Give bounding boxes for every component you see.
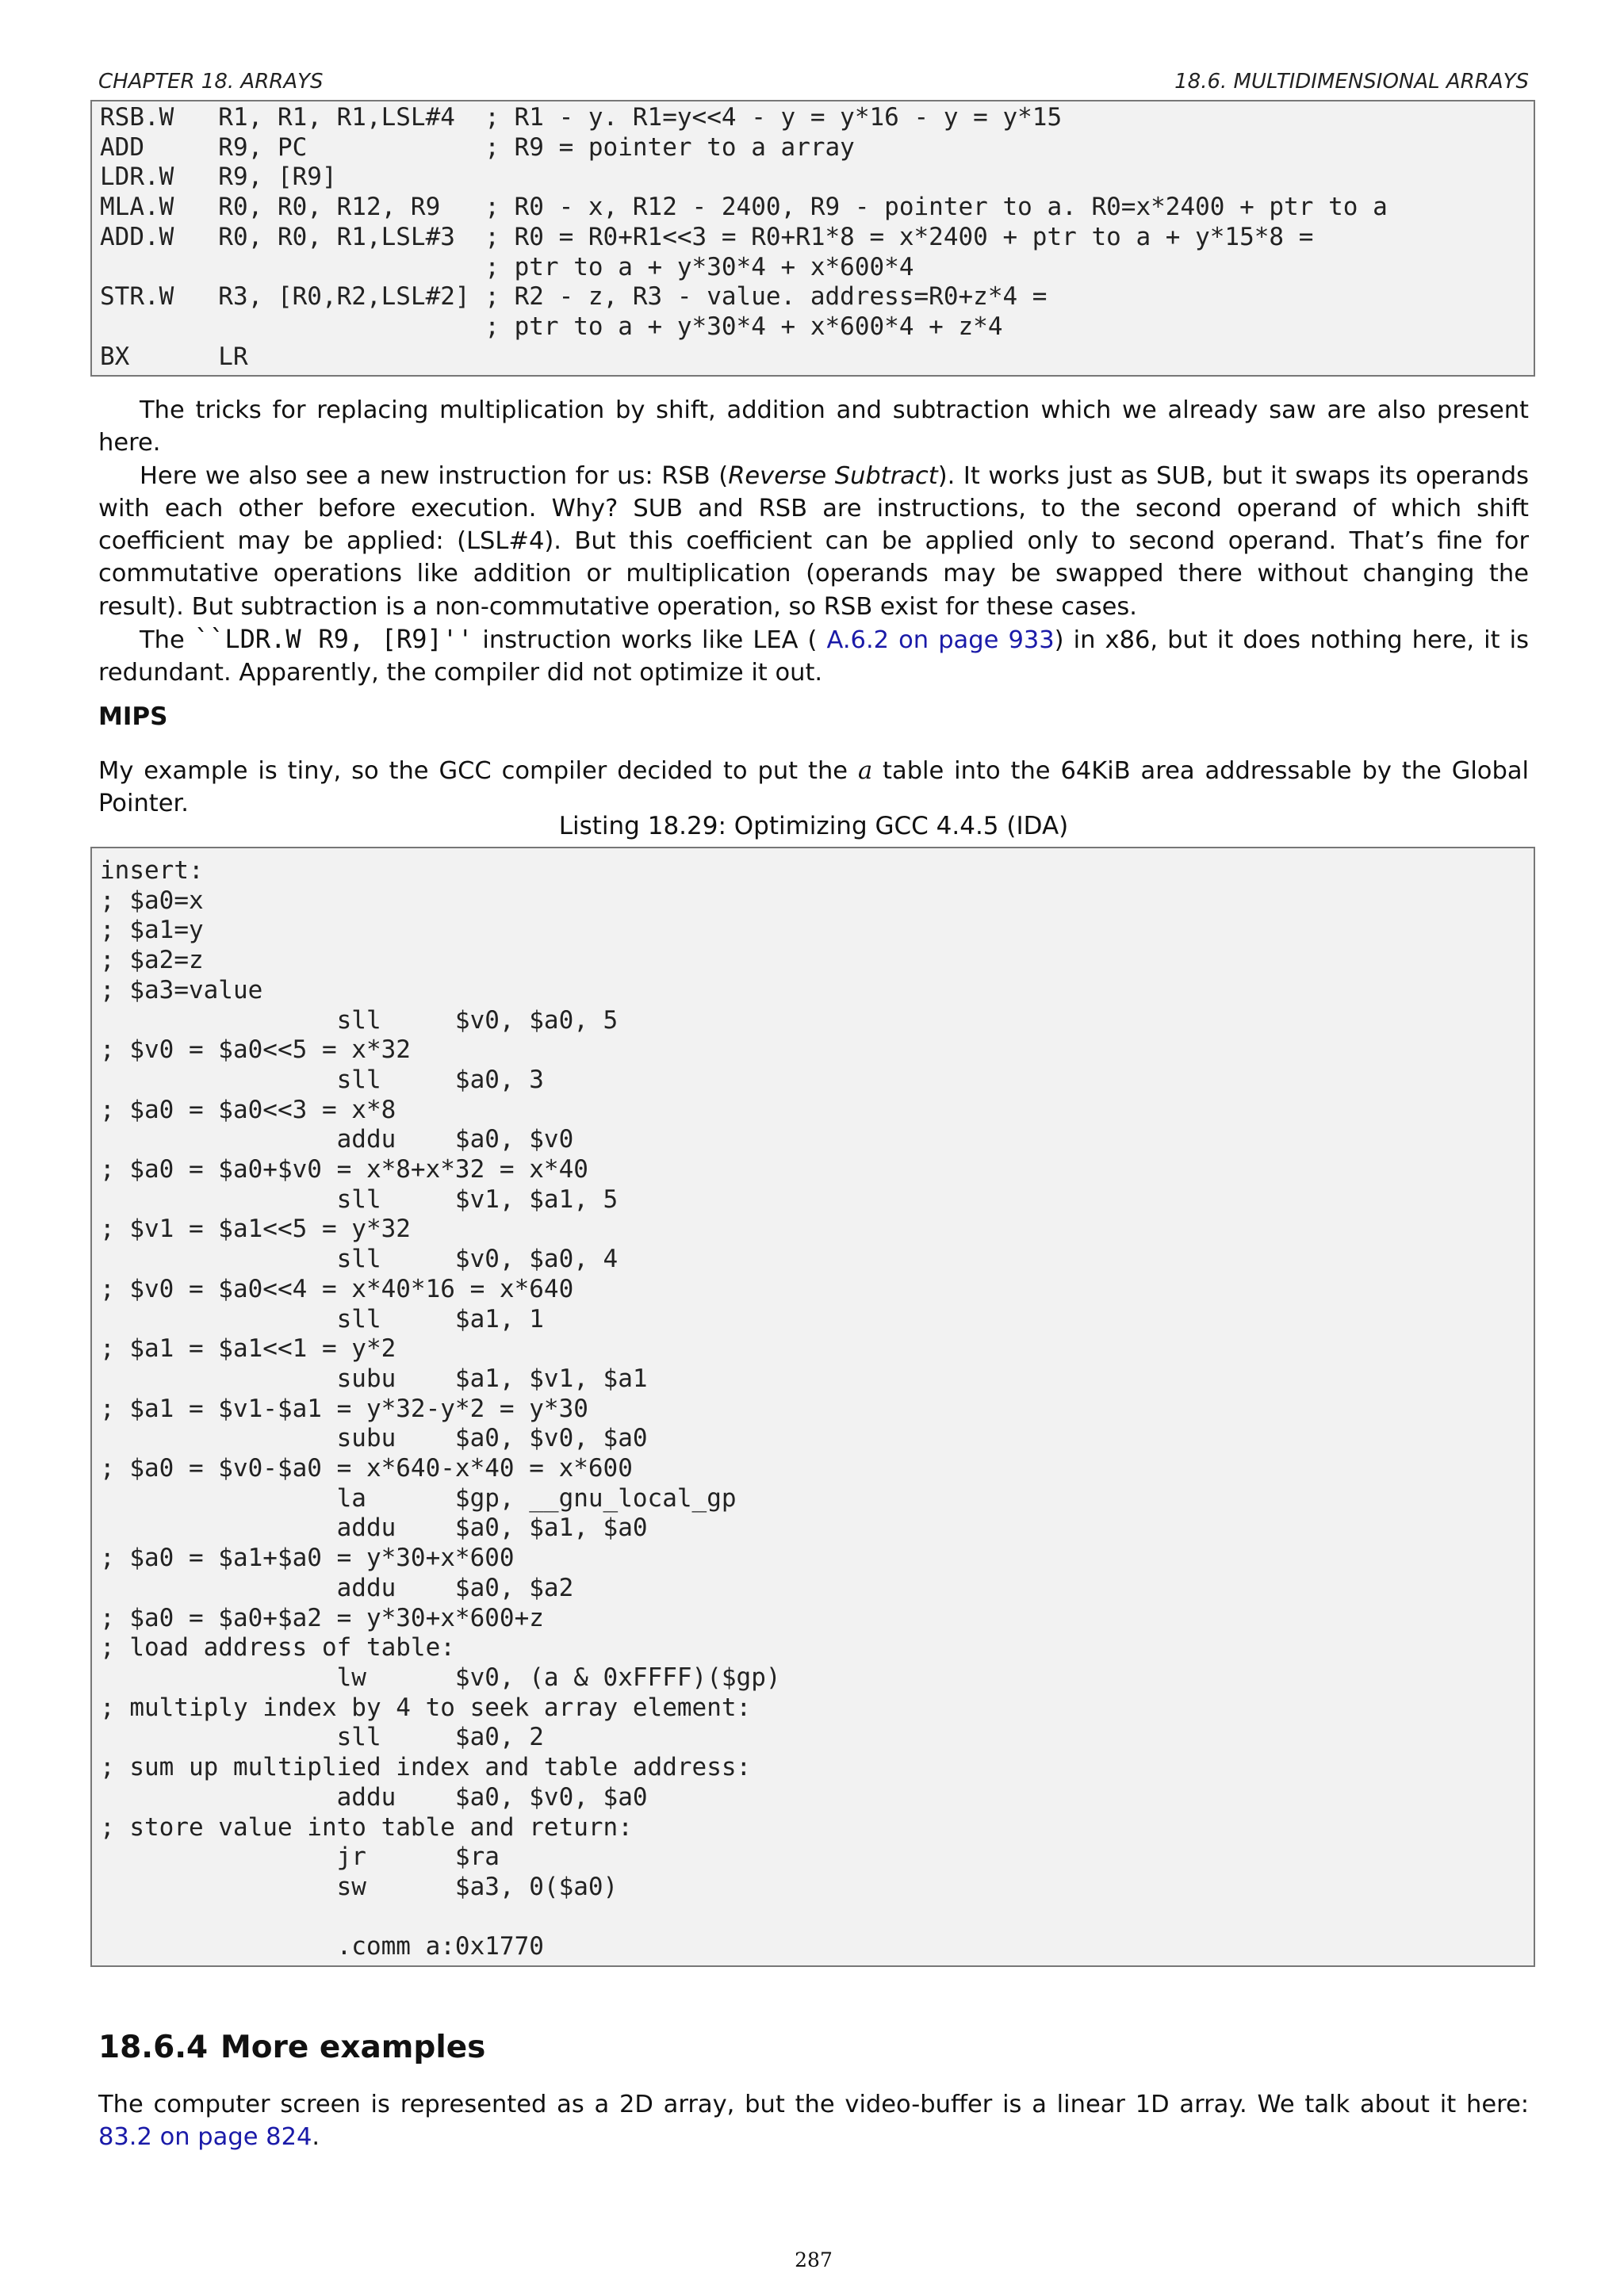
section-heading xyxy=(98,2030,485,2065)
running-header xyxy=(98,68,1529,101)
more-examples-text xyxy=(98,2088,1529,2154)
paragraph-more-examples: The computer screen is represented as a 2D array, but the video-buffer is a linear 1D array. We talk about it here: 83.2 on page 824. xyxy=(98,2091,1529,2152)
chapter-title: CHAPTER 18. ARRAYS xyxy=(98,70,324,94)
listing-caption: Listing 18.29: Optimizing GCC 4.4.5 (IDA) xyxy=(558,812,1069,840)
link-a62[interactable]: A.6.2 on page 933 xyxy=(826,626,1055,655)
section-title: 18.6. MULTIDIMENSIONAL ARRAYS xyxy=(1174,70,1529,94)
mips-heading: MIPS xyxy=(98,702,168,731)
mips-intro xyxy=(98,755,1529,821)
section-title-text: More examples xyxy=(220,2030,486,2065)
section-number: 18.6.4 xyxy=(98,2030,209,2065)
page-number: 287 xyxy=(795,2248,833,2271)
link-83-2[interactable]: 83.2 on page 824 xyxy=(98,2123,312,2152)
variable-a: a xyxy=(857,757,873,785)
explanation-text xyxy=(98,394,1529,690)
inline-code-ldr: ``LDR.W R9, [R9]'' xyxy=(193,624,473,655)
paragraph-rsb: Here we also see a new instruction for us: RSB (Reverse Subtract). It works just as SUB, but it swaps its operands with each other before execution. Why? SUB and RSB are instructions, to the second operand of which shift coefficient may be applied: (LSL#4). But this coefficient can be applied only to second operand. That’s fine for commutative operations like addition or multiplication (operands may be swapped there without changing the result). But subtraction is a non-commutative operation, so RSB exist for these cases. xyxy=(98,461,1530,621)
paragraph-mips: My example is tiny, so the GCC compiler decided to put the a table into the 64KiB area addressable by the Global Pointer. xyxy=(98,757,1529,818)
paragraph-tricks: The tricks for replacing multiplication by shift, addition and subtraction which we already saw are also present here. xyxy=(98,396,1529,457)
arm-code-listing: RSB.W R1, R1, R1,LSL#4 ; R1 - y. R1=y<<4 - y = y*16 - y = y*15 ADD R9, PC ; R9 = pointer to a array LDR.W R9, [R9] MLA.W R0, R0, R12, R9 ; R0 - x, R12 - 2400, R9 - pointer to a. R0=x*2400 + ptr to a ADD.W R0, R0, R1,LSL#3 ; R0 = R0+R1<<3 = R0+R1*8 = x*2400 + ptr to a + y*15*8 = ; ptr to a + y*30*4 + x*600*4 STR.W R3, [R0,R2,LSL#2] ; R2 - z, R3 - value. address=R0+z*4 = ; ptr to a + y*30*4 + x*600*4 + z*4 BX LR xyxy=(90,100,1535,377)
mips-code-listing: insert: ; $a0=x ; $a1=y ; $a2=z ; $a3=value sll $v0, $a0, 5 ; $v0 = $a0<<5 = x*32 sll $a0, 3 ; $a0 = $a0<<3 = x*8 addu $a0, $v0 ; $a0 = $a0+$v0 = x*8+x*32 = x*40 sll $v1, $a1, 5 ; $v1 = $a1<<5 = y*32 sll $v0, $a0, 4 ; $v0 = $a0<<4 = x*40*16 = x*640 sll $a1, 1 ; $a1 = $a1<<1 = y*2 subu $a1, $v1, $a1 ; $a1 = $v1-$a1 = y*32-y*2 = y*30 subu $a0, $v0, $a0 ; $a0 = $v0-$a0 = x*640-x*40 = x*600 la $gp, __gnu_local_gp addu $a0, $a1, $a0 ; $a0 = $a1+$a0 = y*30+x*600 addu $a0, $a2 ; $a0 = $a0+$a2 = y*30+x*600+z ; load address of table: lw $v0, (a & 0xFFFF)($gp) ; multiply index by 4 to seek array element: sll $a0, 2 ; sum up multiplied index and table address: addu $a0, $v0, $a0 ; store value into table and return: jr $ra sw $a3, 0($a0) .comm a:0x1770 xyxy=(90,847,1535,1967)
paragraph-ldr: The ``LDR.W R9, [R9]'' instruction works like LEA ( A.6.2 on page 933) in x86, but it does nothing here, it is redundant. Apparently, the compiler did not optimize it out. xyxy=(98,624,1530,687)
reverse-subtract-term: Reverse Subtract xyxy=(728,461,938,490)
